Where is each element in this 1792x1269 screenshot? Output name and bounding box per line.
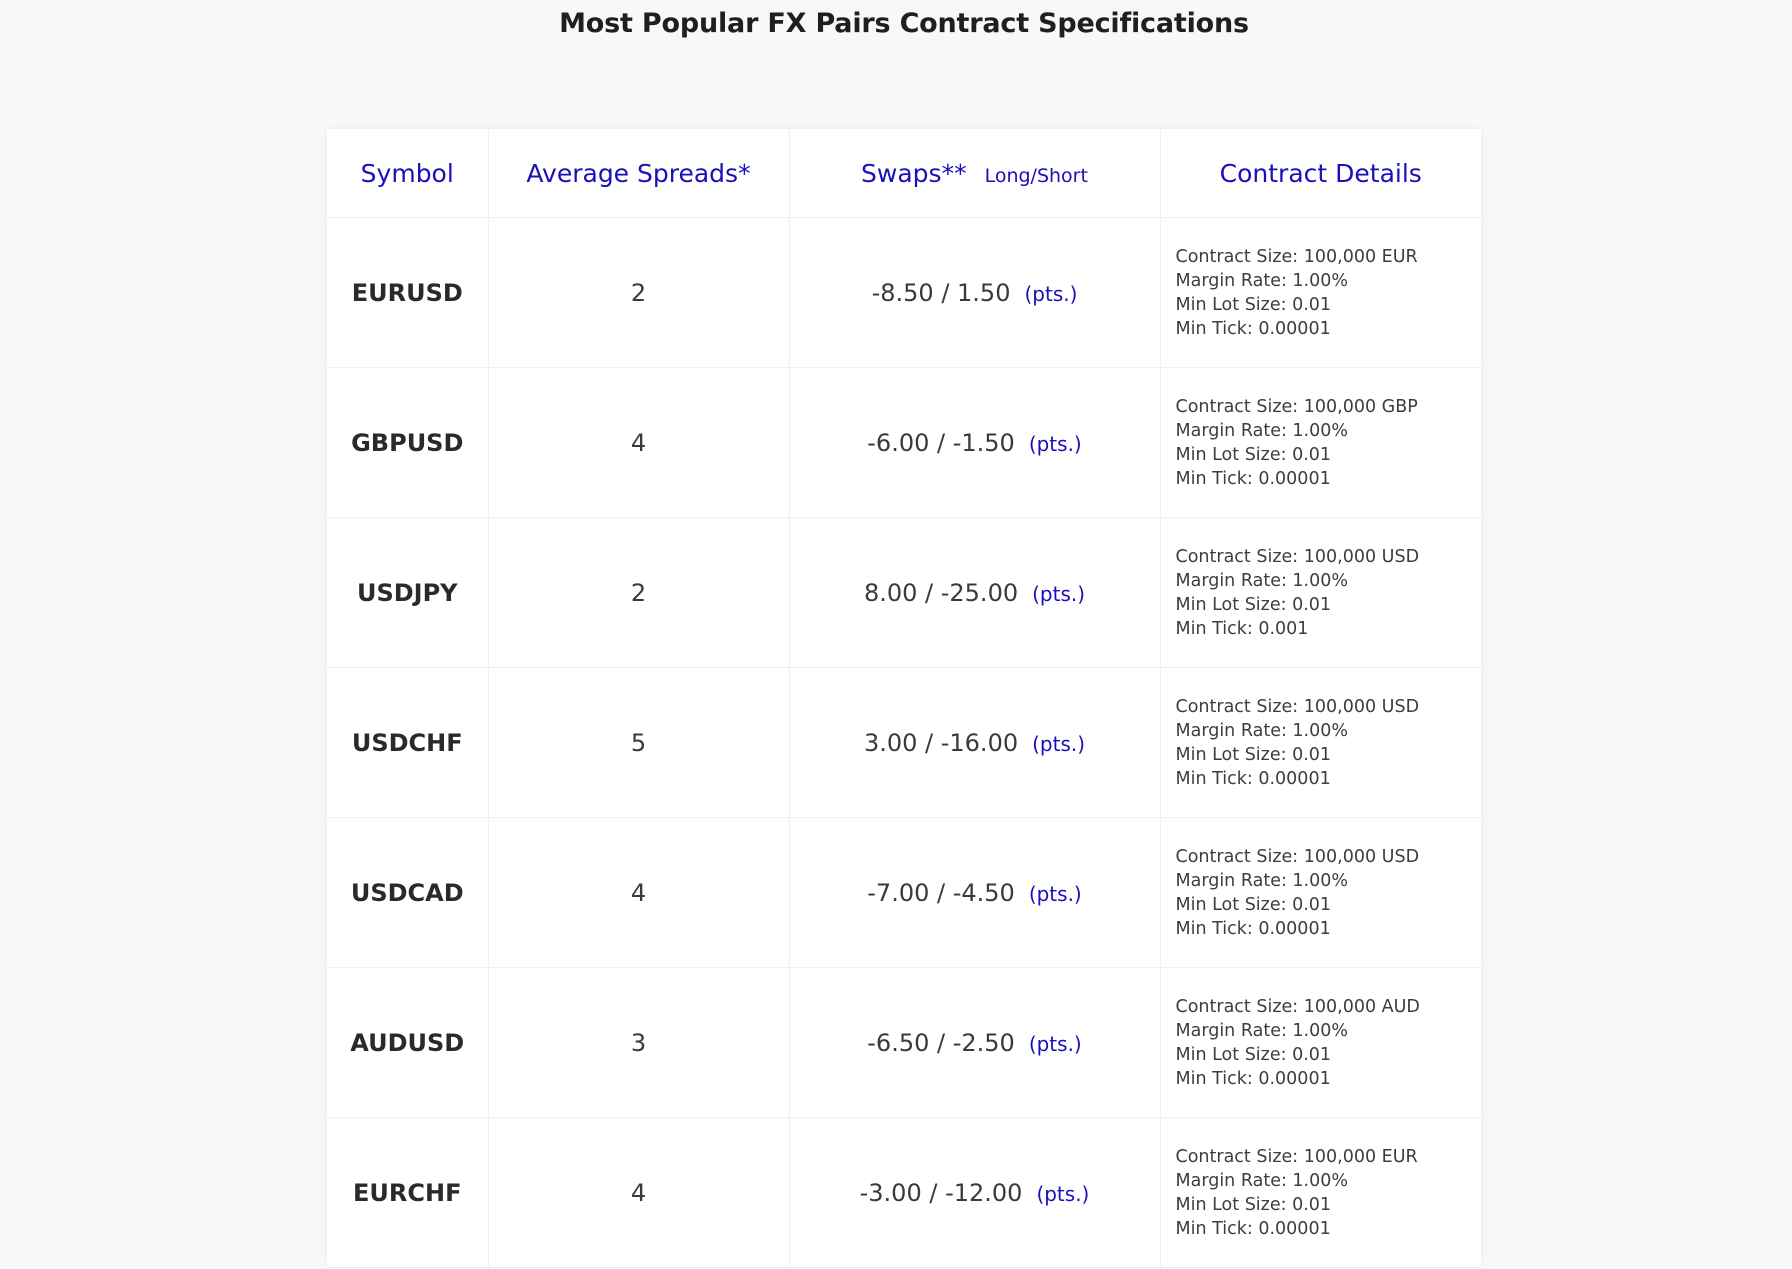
contract-detail-line: Margin Rate: 1.00% <box>1175 420 1349 441</box>
symbol-cell: USDCHF <box>327 668 488 818</box>
table-row <box>327 518 1481 668</box>
swap-cell <box>789 668 1160 818</box>
contract-detail-line: Contract Size: 100,000 USD <box>1175 546 1420 567</box>
contract-detail-line: Margin Rate: 1.00% <box>1175 1020 1349 1041</box>
contract-details-cell <box>1160 818 1481 968</box>
swap-cell <box>789 218 1160 368</box>
swap-value: -6.00 / -1.50 <box>867 428 1015 457</box>
symbol-cell: USDCAD <box>327 818 488 968</box>
swap-value: -6.50 / -2.50 <box>867 1028 1015 1057</box>
symbol-cell: USDJPY <box>327 518 488 668</box>
table-body <box>327 218 1481 1268</box>
contract-detail-line: Contract Size: 100,000 EUR <box>1175 246 1418 267</box>
contract-details-cell <box>1160 668 1481 818</box>
contract-details-cell <box>1160 518 1481 668</box>
table-row <box>327 818 1481 968</box>
specifications-table-card <box>327 129 1481 1269</box>
header-swaps <box>789 129 1160 218</box>
contract-detail-line: Min Lot Size: 0.01 <box>1175 1044 1332 1065</box>
swap-unit: (pts.) <box>1028 881 1082 906</box>
table-header-row <box>327 129 1481 218</box>
contract-detail-line: Min Lot Size: 0.01 <box>1175 894 1332 915</box>
contract-detail-line: Margin Rate: 1.00% <box>1175 570 1349 591</box>
header-average-spreads: Average Spreads* <box>488 129 789 218</box>
contract-detail-line: Min Tick: 0.00001 <box>1175 768 1331 789</box>
page-title: Most Popular FX Pairs Contract Specifications <box>559 8 1249 39</box>
swap-unit: (pts.) <box>1028 431 1082 456</box>
swap-value: 8.00 / -25.00 <box>863 578 1019 607</box>
contract-detail-line: Min Lot Size: 0.01 <box>1175 444 1332 465</box>
average-spread-cell: 4 <box>488 818 789 968</box>
swap-unit: (pts.) <box>1024 281 1078 306</box>
contract-detail-line: Min Tick: 0.001 <box>1175 618 1309 639</box>
symbol-cell: EURUSD <box>327 218 488 368</box>
contract-detail-line: Contract Size: 100,000 USD <box>1175 696 1420 717</box>
swap-cell <box>789 968 1160 1118</box>
contract-details-cell <box>1160 218 1481 368</box>
average-spread-cell: 2 <box>488 518 789 668</box>
swap-unit: (pts.) <box>1032 581 1086 606</box>
swap-cell <box>789 368 1160 518</box>
contract-details-cell <box>1160 968 1481 1118</box>
contract-detail-line: Contract Size: 100,000 GBP <box>1175 396 1418 417</box>
contract-detail-line: Min Tick: 0.00001 <box>1175 1068 1331 1089</box>
contract-detail-line: Contract Size: 100,000 USD <box>1175 846 1420 867</box>
contract-detail-line: Margin Rate: 1.00% <box>1175 870 1349 891</box>
symbol-cell: GBPUSD <box>327 368 488 518</box>
table-row <box>327 968 1481 1118</box>
average-spread-cell: 2 <box>488 218 789 368</box>
swap-unit: (pts.) <box>1028 1031 1082 1056</box>
table-row <box>327 218 1481 368</box>
contract-detail-line: Min Tick: 0.00001 <box>1175 918 1331 939</box>
contract-detail-line: Min Tick: 0.00001 <box>1175 318 1331 339</box>
contract-detail-line: Min Tick: 0.00001 <box>1175 468 1331 489</box>
average-spread-cell: 4 <box>488 368 789 518</box>
swap-value: 3.00 / -16.00 <box>863 728 1019 757</box>
swap-unit: (pts.) <box>1032 731 1086 756</box>
swap-cell <box>789 518 1160 668</box>
contract-detail-line: Min Lot Size: 0.01 <box>1175 594 1332 615</box>
swap-cell <box>789 1118 1160 1268</box>
contract-detail-line: Margin Rate: 1.00% <box>1175 270 1349 291</box>
contract-detail-line: Min Lot Size: 0.01 <box>1175 744 1332 765</box>
header-symbol: Symbol <box>327 129 488 218</box>
swap-value: -3.00 / -12.00 <box>859 1178 1023 1207</box>
contract-detail-line: Min Lot Size: 0.01 <box>1175 294 1332 315</box>
contract-detail-line: Min Tick: 0.00001 <box>1175 1218 1331 1239</box>
symbol-cell: AUDUSD <box>327 968 488 1118</box>
table-row <box>327 368 1481 518</box>
specifications-table <box>327 129 1481 1268</box>
contract-detail-line: Contract Size: 100,000 AUD <box>1175 996 1420 1017</box>
average-spread-cell: 4 <box>488 1118 789 1268</box>
swap-value: -8.50 / 1.50 <box>871 278 1011 307</box>
swap-cell <box>789 818 1160 968</box>
swap-unit: (pts.) <box>1036 1181 1090 1206</box>
swap-value: -7.00 / -4.50 <box>867 878 1015 907</box>
header-swaps-sub: Long/Short <box>984 164 1088 187</box>
contract-detail-line: Contract Size: 100,000 EUR <box>1175 1146 1418 1167</box>
contract-detail-line: Margin Rate: 1.00% <box>1175 1170 1349 1191</box>
table-row <box>327 668 1481 818</box>
header-contract-details: Contract Details <box>1160 129 1481 218</box>
symbol-cell: EURCHF <box>327 1118 488 1268</box>
header-swaps-label: Swaps** <box>861 158 967 188</box>
contract-details-cell <box>1160 368 1481 518</box>
average-spread-cell: 5 <box>488 668 789 818</box>
contract-detail-line: Min Lot Size: 0.01 <box>1175 1194 1332 1215</box>
contract-details-cell <box>1160 1118 1481 1268</box>
average-spread-cell: 3 <box>488 968 789 1118</box>
contract-detail-line: Margin Rate: 1.00% <box>1175 720 1349 741</box>
table-row <box>327 1118 1481 1268</box>
